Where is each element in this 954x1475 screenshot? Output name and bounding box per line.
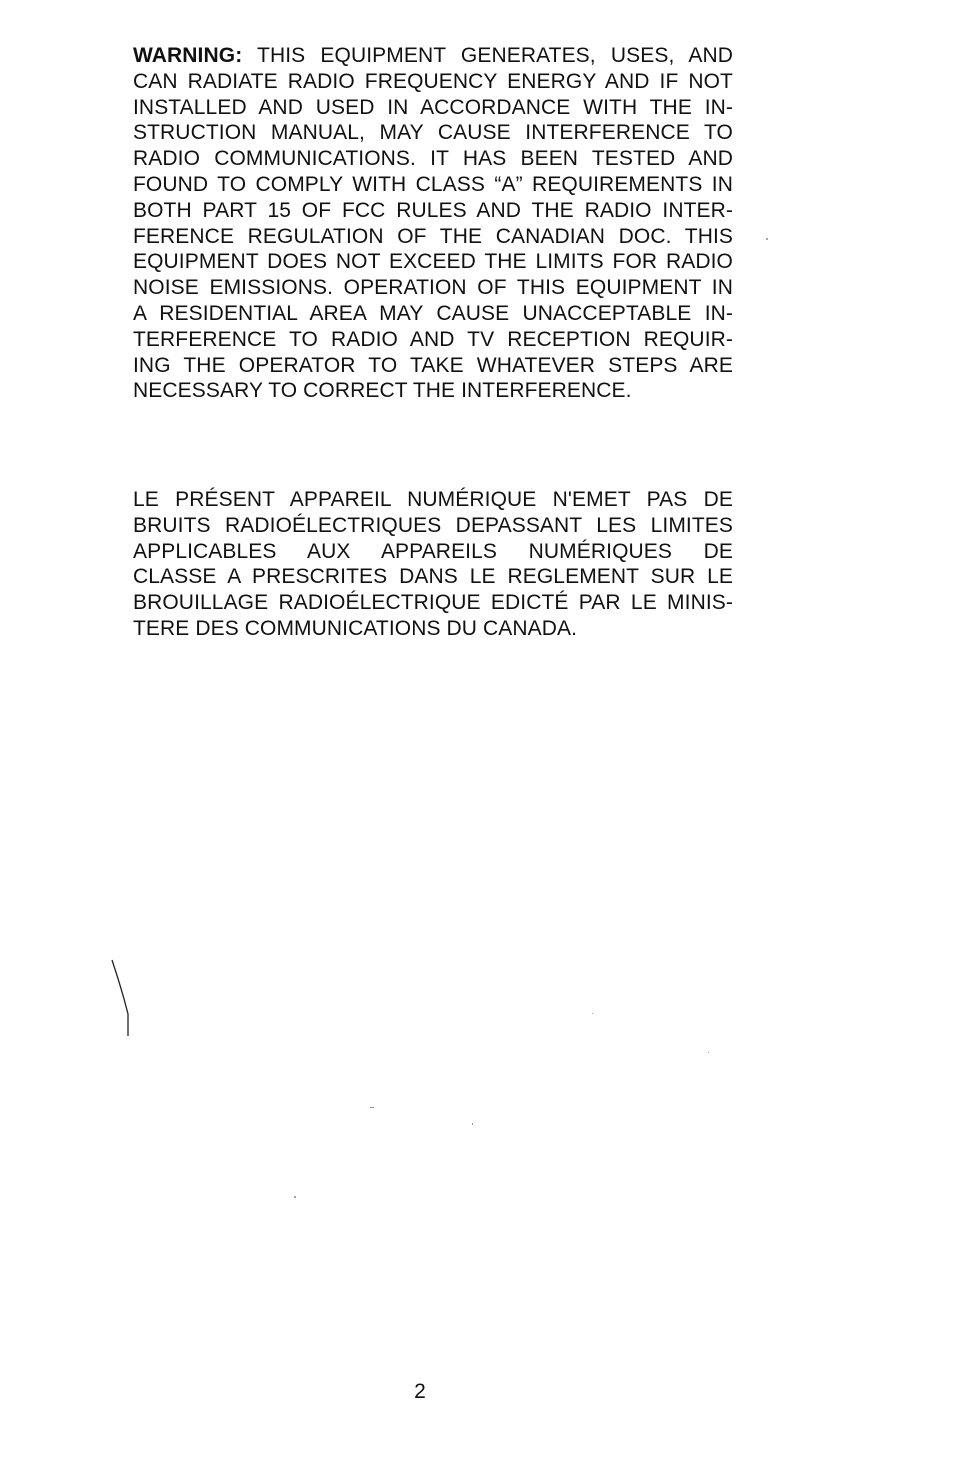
scan-speck [294, 1196, 296, 1198]
warning-line: NECESSARY TO CORRECT THE INTERFERENCE. [133, 379, 632, 403]
warning-line: ING THE OPERATOR TO TAKE WHATEVER STEPS ARE [133, 353, 733, 377]
scan-mark [108, 958, 138, 1038]
warning-line-1 [133, 43, 733, 69]
warning-line: NOISE EMISSIONS. OPERATION OF THIS EQUIPMENT IN [133, 276, 733, 300]
french-notice-paragraph [133, 487, 733, 642]
warning-line: STRUCTION MANUAL, MAY CAUSE INTERFERENCE TO [133, 121, 733, 145]
warning-line-1-text: THIS EQUIPMENT GENERATES, USES, AND [242, 44, 733, 67]
french-notice-line: BRUITS RADIOÉLECTRIQUES DEPASSANT LES LIMITES [133, 513, 733, 537]
warning-line: EQUIPMENT DOES NOT EXCEED THE LIMITS FOR RADIO [133, 250, 733, 274]
warning-line: RADIO COMMUNICATIONS. IT HAS BEEN TESTED AND [133, 147, 733, 171]
warning-line: CAN RADIATE RADIO FREQUENCY ENERGY AND IF NOT [133, 69, 733, 93]
warning-line: BOTH PART 15 OF FCC RULES AND THE RADIO INTER- [133, 198, 733, 222]
french-notice-line: BROUILLAGE RADIOÉLECTRIQUE EDICTÉ PAR LE MINIS- [133, 591, 733, 615]
scan-speck [472, 1123, 473, 1125]
warning-line: FOUND TO COMPLY WITH CLASS “A” REQUIREMENTS IN [133, 172, 733, 196]
warning-paragraph [133, 43, 733, 404]
scan-speck [708, 1052, 709, 1053]
scan-speck [766, 238, 768, 240]
french-notice-line: CLASSE A PRESCRITES DANS LE REGLEMENT SUR LE [133, 565, 733, 589]
page-number: 2 [414, 1380, 426, 1403]
warning-line: INSTALLED AND USED IN ACCORDANCE WITH THE IN- [133, 95, 733, 119]
warning-line: A RESIDENTIAL AREA MAY CAUSE UNACCEPTABLE IN- [133, 301, 733, 325]
french-notice-line: LE PRÉSENT APPAREIL NUMÉRIQUE N'EMET PAS DE [133, 488, 733, 511]
warning-line: TERFERENCE TO RADIO AND TV RECEPTION REQUIR- [133, 327, 733, 351]
warning-line: FERENCE REGULATION OF THE CANADIAN DOC. THIS [133, 224, 733, 248]
french-notice-line: APPLICABLES AUX APPAREILS NUMÉRIQUES DE [133, 539, 733, 563]
scan-speck [592, 1013, 593, 1014]
french-notice-line: TERE DES COMMUNICATIONS DU CANADA. [133, 616, 578, 640]
warning-label: WARNING: [133, 44, 243, 67]
scan-speck [370, 1107, 374, 1108]
